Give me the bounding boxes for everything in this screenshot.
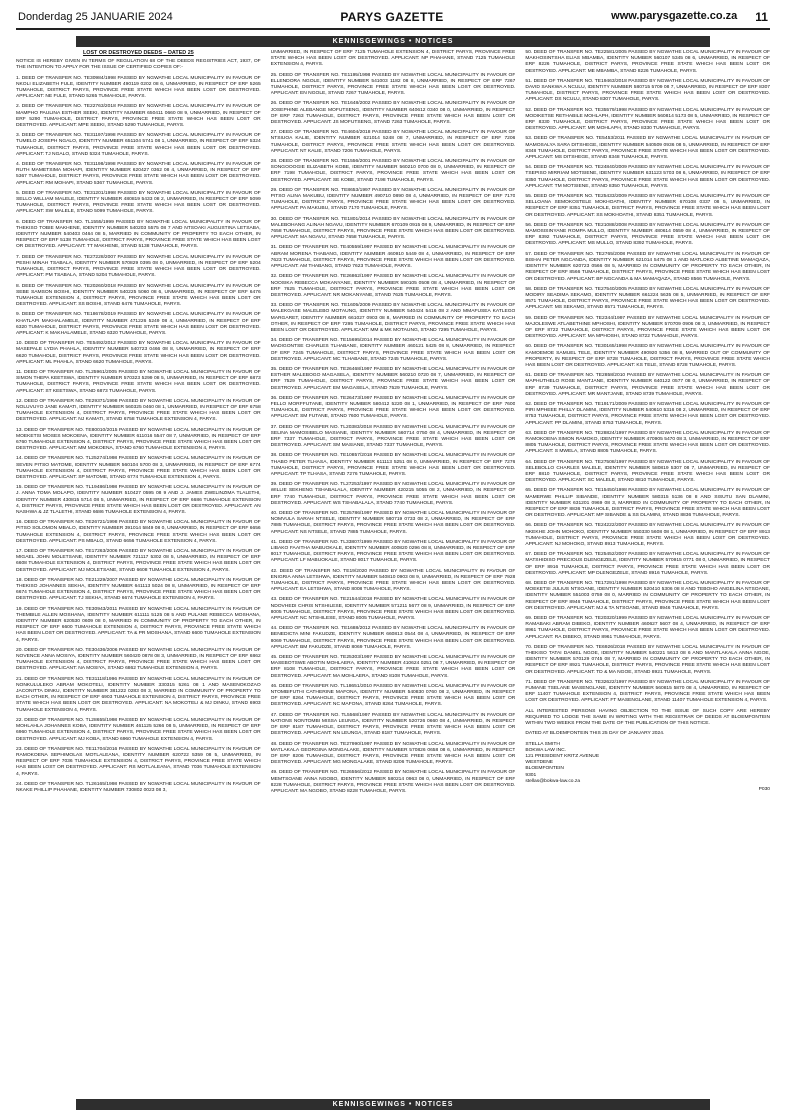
- notice-item: 25. DEED OF TRANSFER NO. TE1195/1998 PASSED BY NGWATHE LOCAL MUNICIPALITY IN FAVOUR OF ELLENDORA NGOLE, IDENTITY NUMBER 541003 1182 08 8, UNMARRIED, IN RESPECT OF ERF 7267 TUMAHOLE, DISTRICT PARYS, PROVINCE FREE STATE WHICH HAS BEEN LOST OR DESTROYED. APPLICANT: EN NGOLE, STAND 7267 TUMAHOLE, PARYS.: [270, 72, 516, 97]
- notice-item: 69. DEED OF TRANSFER NO. TE20320/1999 PASSED BY NGWATHE LOCAL MUNICIPALITY IN FAVOUR OF RAMABAKI ABRAM DIBEKO, IDENTITY NUMBER 460627 5607 08 4, UNMARRIED, IN RESPECT OF ERF 8961 TUMAHOLE, DISTRICT PARYS, PROVINCE FREE STATE WHICH HAS BEEN LOST OR DESTROYED. APPLICANT: RA DIBEKO, STAND 8961 TUMAHOLE, PARYS.: [525, 616, 770, 640]
- notice-item: 8. DEED OF TRANSFER NO. TE20260/2018 PASSED BY NGWATHE LOCAL MUNICIPALITY IN FAVOUR OF SEBE SAMSON BOSHI, IDENTITY NUMBER 540225 5060 08 6, UNMARRIED, IN RESPECT OF ERF 6476 TUMAHOLE EXTENSION 4, DISTRICT PARYS, PROVINCE FREE STATE WHICH HAS BEEN LOST OR DESTROYED. APPLICANT: SS BOSHI, STAND 6476 TUMAHOLE, PARYS.: [16, 283, 261, 308]
- notice-item: 58. DEED OF TRANSFER NO. TE27540/2005 PASSED BY NGWATHE LOCAL MUNICIPALITY IN FAVOUR OF MODIRY SEADIMA SEKAMO, IDENTITY NUMBER 661224 5635 08 5, UNMARRIED, IN RESPECT OF ERF 8571 TUMAHOLE, DISTRICT PARYS, PROVINCE FREE STATE WHICH HAS BEEN LOST OR DESTROYED. APPLICANT: MS SEKAMO, STAND 8571 TUMAHOLE, PARYS.: [525, 286, 770, 311]
- notice-item: 19. DEED OF TRANSFER NO. TE30943/2011 PASSED BY NGWATHE LOCAL MUNICIPALITY IN FAVOUR OF THEMBILE ALLEN MOSHANA, IDENTITY NUMBER 611111 5125 08 5 AND PULANE REBECCA MOSHANA, IDENTITY NUMBER 620530 0609 08 0, MARRIED IN COMMUNITY OF PROPERTY TO EACH OTHER, IN RESPECT OF ERF 6600 TUMAHOLE EXTENSION 4, DISTRICT PARYS, PROVINCE FREE STATE WHICH HAS BEEN LOST OR DESTROYED. APPLICANT: TA & PR MOSHANA, STAND 6600 TUMAHOLE EXTENSION 4, PARYS.: [16, 606, 261, 643]
- notice-item: 57. DEED OF TRANSFER NO. TE2765/2008 PASSED BY NGWATHE LOCAL MUNICIPALITY IN FAVOUR OF BISHAI PETER NGCANDA, IDENTITY NUMBER 621014 5475 08 1 AND MATLOKO ALBETINE MAMAQAZA, IDENTITY NUMBER 620723 0566 08 5, MARRIED IN COMMUNITY OF PROPERTY TO EACH OTHER, IN RESPECT OF ERF 8566 TUMAHOLE, DISTRICT PARYS, PROVINCE FREE STATE WHICH HAS BEEN LOST OR DESTROYED. APPLICANT: BP NGCANDA & MA MAMAQAZA, STAND 8566 TUMAHOLE, PARYS.: [525, 251, 770, 282]
- website-link[interactable]: www.parysgazette.co.za: [611, 10, 738, 22]
- notice-item: 33. DEED OF TRANSFER NO. TE1605/2009 PASSED BY NGWATHE LOCAL MUNICIPALITY IN FAVOUR OF MALEKGASE MALELEBO MOTAUNG, IDENTITY NUMBER 540424 5416 08 2 AND MMAFUSEA KATLEGO MARGARET, IDENTITY NUMBER 661027 0903 08 8, MARRIED IN COMMUNITY OF PROPERTY TO EACH OTHER, IN RESPECT OF ERF 7295 TUMAHOLE, DISTRICT PARYS, PROVINCE FREE STATE WHICH HAS BEEN LOST OR DESTROYED. APPLICANT: MM & MK MOTAUNG, STAND 7295 TUMAHOLE, PARYS.: [270, 303, 516, 333]
- column-2: [271, 50, 516, 1082]
- notice-item: 30. DEED OF TRANSFER NO. TE1801/2014 PASSED BY NGWATHE LOCAL MUNICIPALITY IN FAVOUR OF MALEBOHANG ALINAH NGAVU, IDENTITY NUMBER 670109 0915 08 9, UNMARRIED, IN RESPECT OF ERF 7658 TUMAHOLE, DISTRICT PARYS, PROVINCE FREE STATE WHICH HAS BEEN LOST OR DESTROYED. APPLICANT: MA NGAVU, STAND 7658 TUMAHOLE, PARYS.: [270, 216, 516, 241]
- notice-item: 31. DEED OF TRANSFER NO. TE40559/1997 PASSED BY NGWATHE LOCAL MUNICIPALITY IN FAVOUR OF ABRAM MORENA THABANG, IDENTITY NUMBER 460910 5449 08 4, UNMARRIED, IN RESPECT OF ERF 7623 TUMAHOLE, DISTRICT PARYS, PROVINCE FREE STATE WHICH HAS BEEN LOST OR DESTROYED. APPLICANT: AM THABANG, STAND 7623 TUMAHOLE, PARYS.: [270, 245, 516, 270]
- notice-item: UNMARRIED, IN RESPECT OF ERF 7125 TUMAHOLE EXTENSION 4, DISTRICT PARYS, PROVINCE FREE STATE WHICH HAS BEEN LOST OR DESTROYED. APPLICANT: NP PHAHANE, STAND 7125 TUMAHOLE EXTENSION 4, PARYS.: [270, 50, 516, 68]
- notice-item: 17. DEED OF TRANSFER NO. TE17263/2006 PASSED BY NGWATHE LOCAL MUNICIPALITY IN FAVOUR OF MIGAEL JOHN MOLETSANE, IDENTITY NUMBER 721117 5302 08 5, UNMARRIED, IN RESPECT OF ERF 6608 TUMAHOLE EXTENSION 4, DISTRICT PARYS, PROVINCE FREE STATE WHICH HAS BEEN LOST OR DESTROYED. APPLICANT: MJ MOLETSANE, STAND 6608 TUMAHOLE EXTENSION 4, PARYS.: [16, 549, 261, 573]
- contact-reference: P030: [758, 786, 770, 792]
- notice-item: 16. DEED OF TRANSFER NO. TE26721/1998 PASSED BY NGWATHE LOCAL MUNICIPALITY IN FAVOUR OF PITSO SOLOMON MBALO, IDENTITY NUMBER 391014 5849 08 0, UNMARRIED, IN RESPECT OF ERF 6656 TUMAHOLE EXTENSION 4, DISTRICT PARYS, PROVINCE FREE STATE WHICH HAS BEEN LOST OR DESTROYED. APPLICANT: PS MBALO, STAND 6656 TUMAHOLE EXTENSION 4, PARYS.: [16, 520, 261, 544]
- notice-item: 60. DEED OF TRANSFER NO. TE30165/1998 PASSED BY NGWATHE LOCAL MUNICIPALITY IN FAVOUR OF KAMOEMOE SAMUEL TELE, IDENTITY NUMBER 490920 5356 08 8, MARRIED OUT OF COMMUNITY OF PROPERTY, IN RESPECT OF ERF 8728 TUMAHOLE, DISTRICT PARYS, PROVINCE FREE STATE WHICH HAS BEEN LOST OR DESTROYED. APPLICANT: KS TELE, STAND 8728 TUMAHOLE, PARYS.: [525, 344, 770, 368]
- notice-item: 13. DEED OF TRANSFER NO. TE80010/2015 PASSED BY NGWATHE LOCAL MUNICIPALITY IN FAVOUR OF MOEKETSI MOSES MOKOENA, IDENTITY NUMBER 611016 5547 08 7, UNMARRIED, IN RESPECT OF ERF 6760 TUMAHOLE EXTENSION 4, DISTRICT PARYS, PROVINCE FREE STATE WHICH HAS BEEN LOST OR DESTROYED. APPLICANT: MM MOKOENA, STAND 6760 TUMAHOLE EXTENSION 4, PARYS.: [16, 427, 261, 452]
- notice-item: 35. DEED OF TRANSFER NO. TE26468/1997 PASSED BY NGWATHE LOCAL MUNICIPALITY IN FAVOUR OF ESTHER MALEBOGO MAGASELA, IDENTITY NUMBER 560210 0720 08 7, UNMARRIED, IN RESPECT OF ERF 7529 TUMAHOLE, DISTRICT PARYS, PROVINCE FREE STATE WHICH HAS BEEN LOST OR DESTROYED. APPLICANT: EM MAGASELA, STAND 7529 TUMAHOLE, PARYS.: [270, 366, 516, 391]
- contact-city: BLOEMFONTEIN: [525, 766, 564, 772]
- notice-item: 68. DEED OF TRANSFER NO. TE17291/1998 PASSED BY NGWATHE LOCAL MUNICIPALITY IN FAVOUR OF MOEKETSI JULIUS NTSOANE, IDENTITY NUMBER 520410 5306 08 8 AND TEBOHO ANGELINA NTSOANE, IDENTITY NUMBER 551003 0759 08 0, MARRIED IN COMMUNITY OF PROPERTY TO EACH OTHER, IN RESPECT OF ERF 8946 TUMAHOLE, DISTRICT PARYS, PROVINCE FREE STATE WHICH HAS BEEN LOST OR DESTROYED. APPLICANT: MJ & TA NTSOANE, STAND 8946 TUMAHOLE, PARYS.: [525, 581, 770, 611]
- notice-item: 62. DEED OF TRANSFER NO. TE19171/2009 PASSED BY NGWATHE LOCAL MUNICIPALITY IN FAVOUR OF PIRI MPHEEE PHILLY DLAMINI, IDENTITY NUMBER 540610 5316 08 2, UNMARRIED, IN RESPECT OF ERF 8753 TUMAHOLE, DISTRICT PARYS, PROVINCE FREE STATE WHICH HAS BEEN LOST OR DESTROYED. APPLICANT: PP DLAMINI, STAND 8753 TUMAHOLE, PARYS.: [525, 401, 770, 426]
- notice-item: 2. DEED OF TRANSFER NO. TE22763/2018 PASSED BY NGWATHE LOCAL MUNICIPALITY IN FAVOUR OF MAMPHO PAULINA ESTHER SEEKI, IDENTITY NUMBER 650411 0660 08 9, UNMARRIED, IN RESPECT OF ERF 5290 TUMAHOLE, DISTRICT PARYS, PROVINCE FREE STATE WHICH HAS BEEN LOST OR DESTROYED. APPLICANT: MPE SEEKI, STAND 5290 TUMAHOLE, PARYS.: [16, 104, 261, 129]
- notice-item: 66. DEED OF TRANSFER NO. TE24222/2007 PASSED BY NGWATHE LOCAL MUNICIPALITY IN FAVOUR OF NKEKHE JOHN MOHOKO, IDENTITY NUMBER 550330 5608 08 1, UNMARRIED, IN RESPECT OF ERF 8913 TUMAHOLE, DISTRICT PARYS, PROVINCE FREE STATE WHICH HAS BEEN LOST OR DESTROYED. APPLICANT: NJ MOHOKO, STAND 8913 TUMAHOLE, PARYS.: [525, 523, 770, 548]
- header-right: [611, 10, 768, 24]
- notice-item: 4. DEED OF TRANSFER NO. TE31198/1998 PASSED BY NGWATHE LOCAL MUNICIPALITY IN FAVOUR OF RUTH MAMETSIMA MOHAPI, IDENTITY NUMBER 620427 0362 08 4, UNMARRIED, IN RESPECT OF ERF 5367 TUMAHOLE, DISTRICT PARYS, PROVINCE FREE STATE WHICH HAS BEEN LOST OR DESTROYED. APPLICANT: RM MOHAPI, STAND 5367 TUMAHOLE, PARYS.: [16, 162, 261, 186]
- notice-item: 11. DEED OF TRANSFER NO. TL25961/2005 PASSED BY NGWATHE LOCAL MUNICIPALITY IN FAVOUR OF SIMON THEPA KEETSWA, IDENTITY NUMBER 570323 5299 08 5, UNMARRIED, IN RESPECT OF ERF 6873 TUMAHOLE, DISTRICT PARYS, PROVINCE FREE STATE WHICH HAS BEEN LOST OR DESTROYED. APPLICANT: ST KEETSWA, STAND 6873 TUMAHOLE, PARYS.: [16, 369, 261, 394]
- notice-item: 26. DEED OF TRANSFER NO. TE1648/2002 PASSED BY NGWATHE LOCAL MUNICIPALITY IN FAVOUR OF JOSEPHINE ALEBANGE MOFUTSENG, IDENTITY NUMBER 640612 0340 08 0, UNMARRIED, IN RESPECT OF ERF 7263 TUMAHOLE, DISTRICT PARYS, PROVINCE FREE STATE WHICH HAS BEEN LOST OR DESTROYED. APPLICANT: JS MOFUTSENG, STAND 7263 TUMAHOLE, PARYS.: [270, 101, 516, 126]
- notice-item: 48. DEED OF TRANSFER NO. TE27990/1997 PASSED BY NGWATHE LOCAL MUNICIPALITY IN FAVOUR OF MATLAKALA GEORGINA MONGALAKE, IDENTITY NUMBER 570826 0658 08 6, UNMARRIED, IN RESPECT OF ERF 8206 TUMAHOLE, DISTRICT PARYS, PROVINCE FREE STATE WHICH HAS BEEN LOST OR DESTROYED. APPLICANT: MG MONGALAKE, STAND 8206 TUMAHOLE, PARYS.: [270, 741, 516, 766]
- column-1: [16, 50, 261, 1082]
- notice-item: 38. DEED OF TRANSFER NO. TE10857/2018 PASSED BY NGWATHE LOCAL MUNICIPALITY IN FAVOUR OF THABO PETER TLHASA, IDENTITY NUMBER 611113 5251 08 0, UNMARRIED, IN RESPECT OF ERF 7276 TUMAHOLE, DISTRICT PARYS, PROVINCE FREE STATE WHICH HAS BEEN LOST OR DESTROYED. APPLICANT: TP TLHASA, STAND 7276 TUMAHOLE, PARYS.: [270, 453, 516, 477]
- notice-item: 20. DEED OF TRANSFER NO. TE30436/2006 PASSED BY NGWATHE LOCAL MUNICIPALITY IN FAVOUR OF NOVENCE ANNA MOSIYA, IDENTITY NUMBER 560420 0878 08 3, UNMARRIED, IN RESPECT OF ERF 6862 TUMAHOLE EXTENSION 4, DISTRICT PARYS, PROVINCE FREE STATE WHICH HAS BEEN LOST OR DESTROYED. APPLICANT: NA MOSIYA, STAND 6862 TUMAHOLE EXTENSION 4, PARYS.: [16, 647, 261, 672]
- notice-columns: [16, 50, 770, 1082]
- contact-name: STELLA SMITH: [525, 741, 560, 747]
- publication-title: PARYS GAZETTE: [340, 10, 444, 24]
- notice-item: 45. DEED OF TRANSFER NO. TE25303/1997 PASSED BY NGWATHE LOCAL MUNICIPALITY IN FAVOUR OF MASEBOTSWE ABOTIN MOHLAERA, IDENTITY NUMBER 410624 0251 08 7, UNMARRIED, IN RESPECT OF ERF 8108 TUMAHOLE, DISTRICT PARYS, PROVINCE FREE STATE WHICH HAS BEEN LOST OR DESTROYED. APPLICANT: MA MOHLAERA, STAND 8108 TUMAHOLE, PARYS.: [270, 655, 516, 679]
- notice-item: 59. DEED OF TRANSFER NO. TE2344/1997 PASSED BY NGWATHE LOCAL MUNICIPALITY IN FAVOUR OF MAJOLESWE ATLABETHINE MPHOSHI, IDENTITY NUMBER 570709 0906 08 3, UNMARRIED, IN RESPECT OF ERF 8722 TUMAHOLE, DISTRICT PARYS, PROVINCE FREE STATE WHICH HAS BEEN LOST OR DESTROYED. APPLICANT: MA MPHOSHI, STAND 8722 TUMAHOLE, PARYS.: [525, 315, 770, 340]
- notice-item: 10. DEED OF TRANSFER NO. TE5492/2012 PASSED BY NGWATHE LOCAL MUNICIPALITY IN FAVOUR OF MASEPALE LYDIA PHAHLA, IDENTITY NUMBER 540723 0466 08 8, UNMARRIED, IN RESPECT OF ERF 6620 TUMAHOLE, DISTRICT PARYS, PROVINCE FREE STATE WHICH HAS BEEN LOST OR DESTROYED. APPLICANT: ML PHAHLA, STAND 6620 TUMAHOLE, PARYS.: [16, 341, 261, 365]
- contact-firm: BOKWA LAW INC.: [525, 747, 567, 753]
- contact-code: 9301: [525, 772, 537, 778]
- notice-item: 6. DEED OF TRANSFER NO. TL1555/1999 PASSED BY NGWATHE LOCAL MUNICIPALITY IN FAVOUR OF THEKISO TOBIE MAKHENE, IDENTITY NUMBER 540203 5575 08 7 AND NTSOAKI AUGUSTINA LETSABA, IDENTITY NUMBER 540403 0464 08 5, MARRIED IN COMMUNITY OF PROPERTY TO EACH OTHER, IN RESPECT OF ERF 5138 TUMAHOLE, DISTRICT PARYS, PROVINCE FREE STATE WHICH HAS BEEN LOST OR DESTROYED. APPLICANT: TT MAKHENE, STAND 5138 TUMAHOLE, PARYS.: [16, 219, 261, 250]
- page-number: 11: [755, 10, 768, 24]
- notice-item: 63. DEED OF TRANSFER NO. TE28824/1997 PASSED BY NGWATHE LOCAL MUNICIPALITY IN FAVOUR OF RAMOKOENA SIMON RAMOKO, IDENTITY NUMBER 470905 5470 08 3, UNMARRIED, IN RESPECT OF ERF 8805 TUMAHOLE, DISTRICT PARYS, PROVINCE FREE STATE WHICH HAS BEEN LOST OR DESTROYED. APPLICANT: S MWELA, STAND 8805 TUMAHOLE, PARYS.: [525, 430, 770, 455]
- notice-item: 12. DEED OF TRANSFER NO. TE29371/1998 PASSED BY NGWATHE LOCAL MUNICIPALITY IN FAVOUR OF NOLUVUYO JANE KAMATI, IDENTITY NUMBER 560325 0460 08 1, UNMARRIED, IN RESPECT OF ERF 6758 TUMAHOLE EXTENSION 4, DISTRICT PARYS, PROVINCE FREE STATE WHICH HAS BEEN LOST OR DESTROYED. APPLICANT: NJ KAMATI, STAND 6758 TUMAHOLE EXTENSION 4, PARYS.: [16, 398, 261, 423]
- notice-item: 14. DEED OF TRANSFER NO. TL25274/1998 PASSED BY NGWATHE LOCAL MUNICIPALITY IN FAVOUR OF SEVEN PITSO MATOME, IDENTITY NUMBER 560104 5700 08 3, UNMARRIED, IN RESPECT OF ERF 6774 TUMAHOLE EXTENSION 4, DISTRICT PARYS, PROVINCE FREE STATE WHICH HAS BEEN LOST OR DESTROYED. APPLICANT: SP MATOME, STAND 6774 TUMAHOLE EXTENSION 4, PARYS.: [16, 456, 261, 480]
- notice-item: 56. DEED OF TRANSFER NO. TE21088/2008 PASSED BY NGWATHE LOCAL MUNICIPALITY IN FAVOUR OF MAMOSISINYANE ROMPA MULLO, IDENTITY NUMBER 480614 0559 08 4, UNMARRIED, IN RESPECT OF ERF 8392 TUMAHOLE, DISTRICT PARYS, PROVINCE FREE STATE WHICH HAS BEEN LOST OR DESTROYED. APPLICANT: MS MULLO, STAND 8392 TUMAHOLE, PARYS.: [525, 222, 770, 247]
- notice-item: 28. DEED OF TRANSFER NO. TE1556/2001 PASSED BY NGWATHE LOCAL MUNICIPALITY IN FAVOUR OF SONGOOOGIE ELIZABETH KOBE, IDENTITY NUMBER 560210 0700 08 0, UNMARRIED, IN RESPECT OF ERF 7198 TUMAHOLE, DISTRICT PARYS, PROVINCE FREE STATE WHICH HAS BEEN LOST OR DESTROYED. APPLICANT: SE KOBE, STAND 7198 TUMAHOLE, PARYS.: [270, 159, 516, 183]
- notice-item: 44. DEED OF TRANSFER NO. TE1688/2012 PASSED BY NGWATHE LOCAL MUNICIPALITY IN FAVOUR OF BENEDICTA MINI FAKUDZE, IDENTITY NUMBER 660813 0544 08 4, UNMARRIED, IN RESPECT OF ERF 8069 TUMAHOLE, DISTRICT PARYS, PROVINCE FREE STATE WHICH HAS BEEN LOST OR DESTROYED. APPLICANT: BM FAKUDZE, STAND 8069 TUMAHOLE, PARYS.: [270, 626, 516, 650]
- notice-item: 65. DEED OF TRANSFER NO. TE15450/1998 PASSED BY NGWATHE LOCAL MUNICIPALITY IN FAVOUR OF MAMERWE PHILLIP SIBANDE, IDENTITY NUMBER 580315 5136 08 8 AND SISUTU SAN DLAMINI, IDENTITY NUMBER 631201 0969 08 3, MARRIED IN COMMUNITY OF PROPERTY TO EACH OTHER, IN RESPECT OF ERF 8836 TUMAHOLE, DISTRICT PARYS, PROVINCE FREE STATE WHICH HAS BEEN LOST OR DESTROYED. APPLICANT: MP SIBANDE & SS DLAMINI, STAND 8836 TUMAHOLE, PARYS.: [525, 488, 770, 519]
- notice-item: 50. DEED OF TRANSFER NO. TE22581/2005 PASSED BY NGWATHE LOCAL MUNICIPALITY IN FAVOUR OF MAKHOSINTSHA ELIAS MBAMBA, IDENTITY NUMBER 560107 5345 08 6, UNMARRIED, IN RESPECT OF ERF 8226 TUMAHOLE, DISTRICT PARYS, PROVINCE FREE STATE WHICH HAS BEEN LOST OR DESTROYED. APPLICANT: ME MBAMBA, STAND 8226 TUMAHOLE, PARYS.: [525, 50, 770, 74]
- issue-date: Donderdag 25 JANUARIE 2024: [18, 11, 173, 23]
- notice-item: 32. DEED OF TRANSFER NO. TE26862/1997 PASSED BY NGWATHE LOCAL MUNICIPALITY IN FAVOUR OF NOOSIKA REBECCA MOKANYANE, IDENTITY NUMBER 590105 0508 08 4, UNMARRIED, IN RESPECT OF ERF 7625 TUMAHOLE, DISTRICT PARYS, PROVINCE FREE STATE WHICH HAS BEEN LOST OR DESTROYED. APPLICANT: NR MOKANYANE, STAND 7625 TUMAHOLE, PARYS.: [270, 274, 516, 298]
- notice-item: 23. DEED OF TRANSFER NO. TE11704/2016 PASSED BY NGWATHE LOCAL MUNICIPALITY IN FAVOUR OF RAMOKOENA SEPHIMOLAS MOTLALEANA, IDENTITY NUMBER 620722 5359 08 5, UNMARRIED, IN RESPECT OF ERF 7036 TUMAHOLE EXTENSION 4, DISTRICT PARYS, PROVINCE FREE STATE WHICH HAS BEEN LOST OR DESTROYED. APPLICANT: RS MOTLALEANA, STAND 7036 TUMAHOLE EXTENSION 4, PARYS.: [16, 746, 261, 777]
- notice-intro: NOTICE IS HEREBY GIVEN IN TERMS OF REGULATION 68 OF THE DEEDS REGISTRIES ACT, 1937, OF THE INTENTION TO APPLY FOR THE ISSUE OF CERTIFIED COPIES OF:-: [16, 59, 261, 71]
- column-3: [525, 50, 770, 1082]
- notice-item: 43. DEED OF TRANSFER NO. TE21544/2018 PASSED BY NGWATHE LOCAL MUNICIPALITY IN FAVOUR OF NDOVHEDI CHRIS NTSHILESE, IDENTITY NUMBER 571211 5677 08 9, UNMARRIED, IN RESPECT OF ERF 8005 TUMAHOLE, DISTRICT PARYS, PROVINCE FREE STATE WHICH HAS BEEN LOST OR DESTROYED. APPLICANT: NC NTSHILESE, STAND 8005 TUMAHOLE, PARYS.: [270, 597, 516, 622]
- notice-item: 70. DEED OF TRANSFER NO. TE6926/2018 PASSED BY NGWATHE LOCAL MUNICIPALITY IN FAVOUR OF THEKISO TATAI DANIEL NGOE, IDENTITY NUMBER 540221 5613 08 6 AND MANTLAKALA ANNA NGOE, IDENTITY NUMBER 570129 0745 08 7, MARRIED IN COMMUNITY OF PROPERTY TO EACH OTHER, IN RESPECT OF ERF 8921 TUMAHOLE, DISTRICT PARYS, PROVINCE FREE STATE WHICH HAS BEEN LOST OR DESTROYED. APPLICANT: TD & MA NGOE, STAND 8921 TUMAHOLE, PARYS.: [525, 644, 770, 675]
- notice-item: 49. DEED OF TRANSFER NO. TE26556/2012 PASSED BY NGWATHE LOCAL MUNICIPALITY IN FAVOUR OF MEMTSOANE ANNA NGOBO, IDENTITY NUMBER 580214 0963 08 0, UNMARRIED, IN RESPECT OF ERF 8228 TUMAHOLE, DISTRICT PARYS, PROVINCE FREE STATE WHICH HAS BEEN LOST OR DESTROYED. APPLICANT: MA NGOBO, STAND 8228 TUMAHOLE, PARYS.: [270, 770, 516, 794]
- footer-banner: KENNISGEWINGS • NOTICES: [76, 1099, 710, 1110]
- notice-item: 42. DEED OF TRANSFER NO. TE19/2020 PASSED BY NGWATHE LOCAL MUNICIPALITY IN FAVOUR OF ENIGRIA ANNA LETSHWA, IDENTITY NUMBER 540810 0903 08 9, UNMARRIED, IN RESPECT OF ERF 7928 TUMAHOLE, DISTRICT PARYS, PROVINCE FREE STATE WHICH HAS BEEN LOST OR DESTROYED. APPLICANT: EA LETSHWA, STAND 8008 TUMAHOLE, PARYS.: [270, 568, 516, 593]
- notice-item: 36. DEED OF TRANSFER NO. TE26473/1997 PASSED BY NGWATHE LOCAL MUNICIPALITY IN FAVOUR OF FELLO MORFFUTANE, IDENTITY NUMBER 580412 5220 08 1, UNMARRIED, IN RESPECT OF ERF 7600 TUMAHOLE, DISTRICT PARYS, PROVINCE FREE STATE WHICH HAS BEEN LOST OR DESTROYED. APPLICANT: SM FUTANE, STAND 7600 TUMAHOLE, PARYS.: [270, 395, 516, 420]
- notice-item: 9. DEED OF TRANSFER NO. TE18678/2019 PASSED BY NGWATHE LOCAL MUNICIPALITY IN FAVOUR OF KHATLAPI MAKHALAMELE, IDENTITY NUMBER 471226 5249 08 4, UNMARRIED, IN RESPECT OF ERF 6320 TUMAHOLE, DISTRICT PARYS, PROVINCE FREE STATE WHICH HAS BEEN LOST OR DESTROYED. APPLICANT: K MAKHALAMELE, STAND 6320 TUMAHOLE, PARYS.: [16, 312, 261, 336]
- notice-item: 3. DEED OF TRANSFER NO. TE31197/1998 PASSED BY NGWATHE LOCAL MUNICIPALITY IN FAVOUR OF TUMELO JOSEPH NGALO, IDENTITY NUMBER 651104 5741 08 1, UNMARRIED, IN RESPECT OF ERF 5324 TUMAHOLE, DISTRICT PARYS, PROVINCE FREE STATE WHICH HAS BEEN LOST OR DESTROYED. APPLICANT: TJ NGALO, STAND 5324 TUMAHOLE, PARYS.: [16, 133, 261, 157]
- notice-item: 24. DEED OF TRANSFER NO. TL26165/1998 PASSED BY NGWATHE LOCAL MUNICIPALITY IN FAVOUR OF NKAKE PHILLIP PHAHANE, IDENTITY NUMBER 730802 0023 08 3,: [16, 781, 261, 793]
- notice-item: 22. DEED OF TRANSFER NO. TL28655/1998 PASSED BY NGWATHE LOCAL MUNICIPALITY IN FAVOUR OF MOHLAHLA JOHANNES KOBA, IDENTITY NUMBER 461125 5266 08 5, UNMARRIED, IN RESPECT OF ERF 6960 TUMAHOLE EXTENSION 4, DISTRICT PARYS, PROVINCE FREE STATE WHICH HAS BEEN LOST OR DESTROYED. APPLICANT: MJ KOBA, STAND 6960 TUMAHOLE EXTENSION 4, PARYS.: [16, 717, 261, 742]
- notice-item: 1. DEED OF TRANSFER NO. TE30984/1998 PASSED BY NGWATHE LOCAL MUNICIPALITY IN FAVOUR OF NKOLI ELIZABETH FULE, IDENTITY NUMBER 490119 0202 08 6, UNMARRIED, IN RESPECT OF ERF 5265 TUMAHOLE, DISTRICT PARYS, PROVINCE FREE STATE WHICH HAS BEEN LOST OR DESTROYED. APPLICANT: NE FULE, STAND 5265 TUMAHOLE, PARYS.: [16, 75, 261, 100]
- notice-item: 21. DEED OF TRANSFER NO. TE31118/1996 PASSED BY NGWATHE LOCAL MUNICIPALITY IN FAVOUR OF NONKULULEKO ABRAM MOKOTELI, IDENTITY NUMBER 330315 5261 08 1 AND MASENOKOZAO JACONITTA DINKU, IDENTITY NUMBER 381222 0283 08 3, MARRIED IN COMMUNITY OF PROPERTY TO EACH OTHER, IN RESPECT OF ERF 6903 TUMAHOLE EXTENSION 4, DISTRICT PARYS, PROVINCE FREE STATE WHICH HAS BEEN LOST OR DESTROYED. APPLICANT: NA MOKOTELI & MJ DINKU, STAND 6903 TUMAHOLE EXTENSION 4, PARYS.: [16, 676, 261, 713]
- notice-item: 54. DEED OF TRANSFER NO. TE24840/2009 PASSED BY NGWATHE LOCAL MUNICIPALITY IN FAVOUR OF TSEPISO MIRRIAM MOTSIENE, IDENTITY NUMBER 631123 5703 08 6, UNMARRIED, IN RESPECT OF ERF 8350 TUMAHOLE, DISTRICT PARYS, PROVINCE FREE STATE WHICH HAS BEEN LOST OR DESTROYED. APPLICANT: TM MOTSIENE, STAND 8350 TUMAHOLE, PARYS.: [525, 165, 770, 189]
- notice-item: 55. DEED OF TRANSFER NO. TE25433/2009 PASSED BY NGWATHE LOCAL MUNICIPALITY IN FAVOUR OF SELLOANA SEMOKOSTELE MOKHOATHI, IDENTITY NUMBER 670108 0337 08 5, UNMARRIED, IN RESPECT OF ERF 8351 TUMAHOLE, DISTRICT PARYS, PROVINCE FREE STATE WHICH HAS BEEN LOST OR DESTROYED. APPLICANT: SS MOKHOATHI, STAND 8351 TUMAHOLE, PARYS.: [525, 194, 770, 218]
- notice-item: 41. DEED OF TRANSFER NO. TL33807/1999 PASSED BY NGWATHE LOCAL MUNICIPALITY IN FAVOUR OF LIBAKO FAAITHA MABUOKALE, IDENTITY NUMBER 400820 0296 08 8, UNMARRIED, IN RESPECT OF ERF 8017 TUMAHOLE, DISTRICT PARYS, PROVINCE FREE STATE WHICH HAS BEEN LOST OR DESTROYED. APPLICANT: LF MABUOKALE, STAND 8017 TUMAHOLE, PARYS.: [270, 539, 516, 564]
- notice-item: 29. DEED OF TRANSFER NO. TE8653/1997 PASSED BY NGWATHE LOCAL MUNICIPALITY IN FAVOUR OF PITSO ALINA MAKUBU, IDENTITY NUMBER 490710 0890 08 4, UNMARRIED, IN RESPECT OF ERF 7170 TUMAHOLE, DISTRICT PARYS, PROVINCE FREE STATE WHICH HAS BEEN LOST OR DESTROYED. APPLICANT: PA MAKUBU, STAND 7170 TUMAHOLE, PARYS.: [270, 187, 516, 212]
- notice-item: 64. DEED OF TRANSFER NO. TE27508/1997 PASSED BY NGWATHE LOCAL MUNICIPALITY IN FAVOUR OF SELEBOLLO CHARLES MALELE, IDENTITY NUMBER 580819 5307 08 7, UNMARRIED, IN RESPECT OF ERF 8810 TUMAHOLE, DISTRICT PARYS, PROVINCE FREE STATE WHICH HAS BEEN LOST OR DESTROYED. APPLICANT: SC MALELE, STAND 8810 TUMAHOLE, PARYS.: [525, 459, 770, 484]
- notice-item: 15. DEED OF TRANSFER NO. TL19486/1998 PASSED BY NGWATHE LOCAL MUNICIPALITY IN FAVOUR OF J. ANNA TOMA MOLAPO, IDENTITY NUMBER 510427 0595 08 9 AND J. JAMES ZWELINZIMA TLALETHI, IDENTITY NUMBER 430815 5714 08 5, UNMARRIED, IN RESPECT OF ERF 6686 TUMAHOLE EXTENSION 4, DISTRICT PARYS, PROVINCE FREE STATE WHICH HAS BEEN LOST OR DESTROYED. APPLICANT: AN NASHWA & JZ TLALETHI, STAND 6686 TUMAHOLE EXTENSION 4, PARYS.: [16, 485, 261, 515]
- notice-item: 34. DEED OF TRANSFER NO. TE15695/2014 PASSED BY NGWATHE LOCAL MUNICIPALITY IN FAVOUR OF MADIGONTSE CHARLES TLHABANE, IDENTITY NUMBER 460121 5425 08 8, UNMARRIED, IN RESPECT OF ERF 7245 TUMAHOLE, DISTRICT PARYS, PROVINCE FREE STATE WHICH HAS BEEN LOST OR DESTROYED. APPLICANT: MC TLHABANE, STAND 7245 TUMAHOLE, PARYS.: [270, 338, 516, 362]
- notice-item: 67. DEED OF TRANSFER NO. TE25452/2007 PASSED BY NGWATHE LOCAL MUNICIPALITY IN FAVOUR OF MATSHIDISO PRECIOUS DLENGEZELE, IDENTITY NUMBER 570915 0771 08 0, UNMARRIED, IN RESPECT OF ERF 8916 TUMAHOLE, DISTRICT PARYS, PROVINCE FREE STATE WHICH HAS BEEN LOST OR DESTROYED. APPLICANT: MP DLENGEZELE, STAND 8916 TUMAHOLE, PARYS.: [525, 552, 770, 576]
- section-banner: KENNISGEWINGS • NOTICES: [76, 36, 710, 47]
- notice-item: 51. DEED OF TRANSFER NO. TE19463/2018 PASSED BY NGWATHE LOCAL MUNICIPALITY IN FAVOUR OF DAVID SANKWA A NCULU, IDENTITY NUMBER 580715 5709 08 7, UNMARRIED, IN RESPECT OF ERF 8307 TUMAHOLE, DISTRICT PARYS, PROVINCE FREE STATE WHICH HAS BEEN LOST OR DESTROYED. APPLICANT: DS NCULU, STAND 8307 TUMAHOLE, PARYS.: [525, 78, 770, 103]
- notice-item: 46. DEED OF TRANSFER NO. TL18651/2010 PASSED BY NGWATHE LOCAL MUNICIPALITY IN FAVOUR OF NTOMBIFUTHI CATHERINE MAFONA, IDENTITY NUMBER 540830 0760 08 2, UNMARRIED, IN RESPECT OF ERF 8264 TUMAHOLE, DISTRICT PARYS, PROVINCE FREE STATE WHICH HAS BEEN LOST OR DESTROYED. APPLICANT: NC MAFONA, STAND 8264 TUMAHOLE, PARYS.: [270, 683, 516, 708]
- notice-item: 7. DEED OF TRANSFER NO. TE27228/2007 PASSED BY NGWATHE LOCAL MUNICIPALITY IN FAVOUR OF PESHI MINAH TSABALA, IDENTITY NUMBER 570829 0395 08 0, UNMARRIED, IN RESPECT OF ERF 5204 TUMAHOLE, DISTRICT PARYS, PROVINCE FREE STATE WHICH HAS BEEN LOST OR DESTROYED. APPLICANT: PM TSABALA, STAND 5204 TUMAHOLE, PARYS.: [16, 254, 261, 279]
- page-header: [16, 6, 770, 30]
- notice-item: ALL INTERESTED PERSONS HAVING OBJECTION TO THE ISSUE OF SUCH COPY ARE HEREBY REQUIRED TO LODGE THE SAME IN WRITING WITH THE REGISTRAR OF DEEDS AT BLOEMFONTEIN WITHIN TWO WEEKS FROM THE DATE OF THE PUBLICATION OF THIS NOTICE.: [525, 708, 770, 727]
- contact-address-2: WESTDENE: [525, 760, 554, 766]
- contact-block: [525, 742, 770, 794]
- notice-heading: LOST OR DESTROYED DEEDS – DATED 25: [82, 50, 194, 56]
- notice-item: 27. DEED OF TRANSFER NO. TE4604/2018 PASSED BY NGWATHE LOCAL MUNICIPALITY IN FAVOUR OF NTSIUOA KALIE, IDENTITY NUMBER 621014 5248 08 7, UNMARRIED, IN RESPECT OF ERF 7206 TUMAHOLE, DISTRICT PARYS, PROVINCE FREE STATE WHICH HAS BEEN LOST OR DESTROYED. APPLICANT: NT KALIE, STAND 7206 TUMAHOLE, PARYS.: [270, 130, 516, 154]
- notice-item: 71. DEED OF TRANSFER NO. TE32622/1997 PASSED BY NGWATHE LOCAL MUNICIPALITY IN FAVOUR OF FUMANE TSELANE MASENGLANE, IDENTITY NUMBER 560815 5870 08 4, UNMARRIED, IN RESPECT OF ERF 11407 TUMAHOLE EXTENSION 4, DISTRICT PARYS, PROVINCE FREE STATE WHICH HAS BEEN LOST OR DESTROYED. APPLICANT: FT MASENGLANE, STAND 11407 TUMAHOLE EXTENSION 4, PARYS.: [525, 679, 770, 704]
- notice-item: 53. DEED OF TRANSFER NO. TE5453/2011 PASSED BY NGWATHE LOCAL MUNICIPALITY IN FAVOUR OF MAMOSALYA SARA DITSHEGE, IDENTITY NUMBER 540509 0936 08 5, UNMARRIED, IN RESPECT OF ERF 8348 TUMAHOLE, DISTRICT PARYS, PROVINCE FREE STATE WHICH HAS BEEN LOST OR DESTROYED. APPLICANT: MS DITSHEGE, STAND 8348 TUMAHOLE, PARYS.: [525, 136, 770, 161]
- notice-item: 61. DEED OF TRANSFER NO. TE2858/2010 PASSED BY NGWATHE LOCAL MUNICIPALITY IN FAVOUR OF MAPHUTHELO ROSE MANTJANE, IDENTITY NUMBER 640122 0577 08 0, UNMARRIED, IN RESPECT OF ERF 8739 TUMAHOLE, DISTRICT PARYS, PROVINCE FREE STATE WHICH HAS BEEN LOST OR DESTROYED. APPLICANT: MR MANTJANE, STAND 8739 TUMAHOLE, PARYS.: [525, 373, 770, 397]
- notice-item: 18. DEED OF TRANSFER NO. TE21229/2007 PASSED BY NGWATHE LOCAL MUNICIPALITY IN FAVOUR OF THEKISO JOHANNES SEKHA, IDENTITY NUMBER 641113 5024 08 8, UNMARRIED, IN RESPECT OF ERF 6674 TUMAHOLE EXTENSION 4, DISTRICT PARYS, PROVINCE FREE STATE WHICH HAS BEEN LOST OR DESTROYED. APPLICANT: TJ SEKHA, STAND 6674 TUMAHOLE EXTENSION 4, PARYS.: [16, 577, 261, 602]
- notice-item: 47. DEED OF TRANSFER NO. TL5568/1997 PASSED BY NGWATHE LOCAL MUNICIPALITY IN FAVOUR OF NATIONS NONTOMBI MISSA LEUNGA, IDENTITY NUMBER 520726 0660 08 4, UNMARRIED, IN RESPECT OF ERF 8187 TUMAHOLE, DISTRICT PARYS, PROVINCE FREE STATE WHICH HAS BEEN LOST OR DESTROYED. APPLICANT: NN LEUNGA, STAND 8187 TUMAHOLE, PARYS.: [270, 712, 516, 737]
- notice-item: 37. DEED OF TRANSFER NO. TL20383/2018 PASSED BY NGWATHE LOCAL MUNICIPALITY IN FAVOUR OF SELINA MAMOSIBELO MASIANE, IDENTITY NUMBER 560714 0750 08 4, UNMARRIED, IN RESPECT OF ERF 7337 TUMAHOLE, DISTRICT PARYS, PROVINCE FREE STATE WHICH HAS BEEN LOST OR DESTROYED. APPLICANT: SM MASIANE, STAND 7337 TUMAHOLE, PARYS.: [270, 424, 516, 449]
- notice-item: 52. DEED OF TRANSFER NO. TE35579/1998 PASSED BY NGWATHE LOCAL MUNICIPALITY IN FAVOUR OF MODIKETSE RETHABILE MOHLAPH, IDENTITY NUMBER 560814 5173 08 5, UNMARRIED, IN RESPECT OF ERF 8330 TUMAHOLE, DISTRICT PARYS, PROVINCE FREE STATE WHICH HAS BEEN LOST OR DESTROYED. APPLICANT: MR MOHLAPH, STAND 8330 TUMAHOLE, PARYS.: [525, 107, 770, 132]
- notice-item: 5. DEED OF TRANSFER NO. TE31201/1998 PASSED BY NGWATHE LOCAL MUNICIPALITY IN FAVOUR OF SELLO WILLIAM MALELE, IDENTITY NUMBER 480819 5433 08 2, UNMARRIED, IN RESPECT OF ERF 5099 TUMAHOLE, DISTRICT PARYS, PROVINCE FREE STATE WHICH HAS BEEN LOST OR DESTROYED. APPLICANT: SW MALELE, STAND 5099 TUMAHOLE, PARYS.: [16, 190, 261, 215]
- notice-item: 39. DEED OF TRANSFER NO. TL27253/1997 PASSED BY NGWATHE LOCAL MUNICIPALITY IN FAVOUR OF WILLIE SEKHENG TSHABALALA, IDENTITY NUMBER 420215 5055 08 2, UNMARRIED, IN RESPECT OF ERF 7740 TUMAHOLE, DISTRICT PARYS, PROVINCE FREE STATE WHICH HAS BEEN LOST OR DESTROYED. APPLICANT: WS TSHABALALA, STAND 7740 TUMAHOLE, PARYS.: [270, 482, 516, 506]
- notice-item: 40. DEED OF TRANSFER NO. TE25786/1997 PASSED BY NGWATHE LOCAL MUNICIPALITY IN FAVOUR OF NOMVULA SARAH NTSELE, IDENTITY NUMBER 580719 0733 08 2, UNMARRIED, IN RESPECT OF ERF 7885 TUMAHOLE, DISTRICT PARYS, PROVINCE FREE STATE WHICH HAS BEEN LOST OR DESTROYED. APPLICANT: NS NTSELE, STAND 7885 TUMAHOLE, PARYS.: [270, 511, 516, 535]
- notice-item: DATED AT BLOEMFONTEIN THIS 25 DAY OF JANUARY 2024.: [525, 731, 665, 737]
- contact-email[interactable]: stellas@bokwa-law.co.za: [525, 778, 581, 784]
- contact-address-1: 121 PRESIDENT KRITZ AVENUE: [525, 753, 600, 759]
